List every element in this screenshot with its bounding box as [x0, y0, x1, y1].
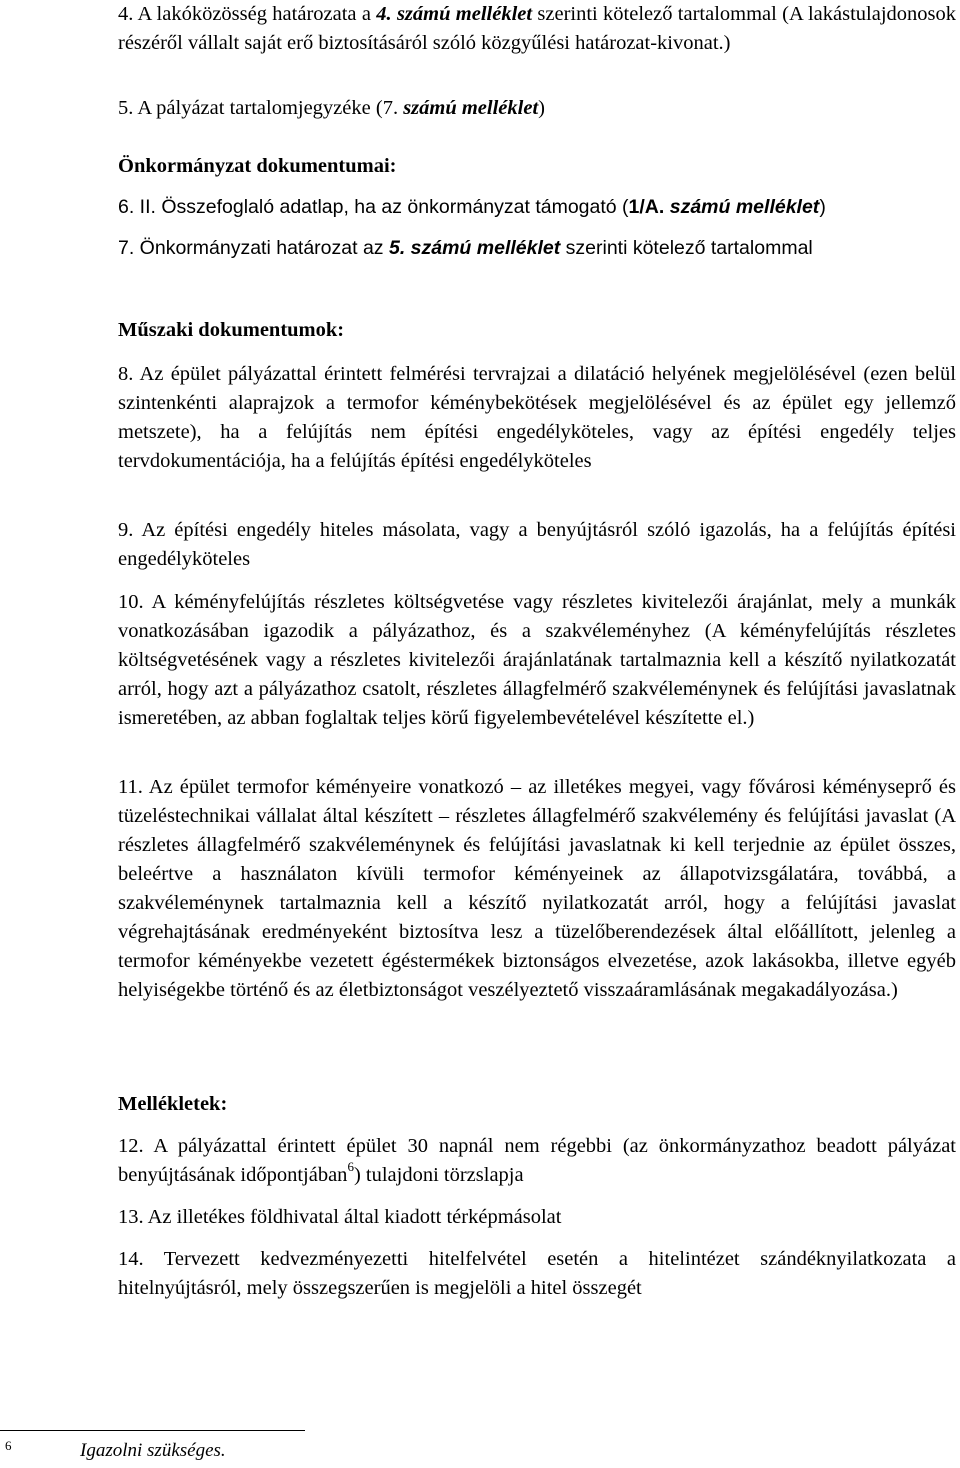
list-item-9: 9. Az építési engedély hiteles másolata, vagy a benyújtásról szóló igazolás, ha a felújítás építési engedélyköteles: [118, 519, 956, 570]
list-item-12: 12. A pályázattal érintett épület 30 napnál nem régebbi (az önkormányzathoz beadott pályázat benyújtásának időpontjában$^6$) tulajdoni törzslapja: [118, 1135, 956, 1186]
list-item-5: 5. A pályázat tartalomjegyzéke (7. számú melléklet): [118, 97, 545, 119]
footnote-separator: [0, 1430, 305, 1431]
list-item-4: 4. A lakóközösség határozata a 4. számú melléklet szerinti kötelező tartalommal (A lakástulajdonosok részéről vállalt saját erő biztosításáról szóló közgyűlési határozat-kivonat.): [118, 3, 956, 54]
list-item-11: 11. Az épület termofor kéményeire vonatkozó – az illetékes megyei, vagy fővárosi kéményseprő és tüzeléstechnikai vállalat által készített – részletes állagfelmérő szakvélemény és felújítási javaslat (A részletes állagfelmérő szakvéleménynek és felújítási javaslatnak ki kell terjednie az épület összes, beleértve a használaton kívüli termofor kéményeinek az állapotvizsgálatára, továbbá, a szakvéleménynek tartalmaznia kell a készítő nyilatkozatát arról, hogy a felújítási javaslat végrehajtásának eredményeként biztosítva lesz a tüzelőberendezések által előállított, jelenleg a termofor kéményekbe vezetett égéstermékek biztonságos elvezetése, azok lakásokba, illetve egyéb helyiségekbe történő és az életbiztonságot veszélyeztető visszaáramlásának megakadályozása.): [118, 776, 956, 1001]
list-item-10: 10. A kéményfelújítás részletes költségvetése vagy részletes kivitelezői árajánlat, mely a munkák vonatkozásában igazodik a pályázathoz, és a szakvéleményhez (A kéményfelújítás részletes költségvetésének vagy a részletes kivitelezői árajánlatának tartalmaznia kell a készítő nyilatkozatát arról, hogy azt a pályázathoz csatolt, részletes állagfelmérő szakvéleménynek és felújítási javaslatnak ismeretében, az abban foglaltak teljes körű figyelembevételével készítette el.): [118, 591, 956, 729]
list-item-7: 7. Önkormányzati határozat az 5. számú melléklet szerinti kötelező tartalommal: [118, 237, 813, 259]
heading-muszaki: Műszaki dokumentumok:: [118, 319, 345, 341]
footnote-number: 6: [5, 1438, 12, 1453]
footnote-text: Igazolni szükséges.: [80, 1440, 226, 1461]
heading-mellekletek: Mellékletek:: [118, 1093, 228, 1115]
list-item-13: 13. Az illetékes földhivatal által kiadott térképmásolat: [118, 1206, 562, 1228]
list-item-14: 14. Tervezett kedvezményezetti hitelfelvétel esetén a hitelintézet szándéknyilatkozata a hitelnyújtásról, mely összegszerűen is megjelöli a hitel összegét: [118, 1248, 956, 1299]
list-item-8: 8. Az épület pályázattal érintett felmérési tervrajzai a dilatáció helyének megjelölésével (ezen belül szintenkénti alaprajzok a termofor kéménybekötések megjelölésével és az épület egy jellemző metszete), ha a felújítás nem építési engedélyköteles, vagy az építési engedély teljes tervdokumentációja, ha a felújítás építési engedélyköteles: [118, 363, 956, 472]
heading-onkormanyzat: Önkormányzat dokumentumai:: [118, 155, 397, 177]
list-item-6: 6. II. Összefoglaló adatlap, ha az önkormányzat támogató (1/A. számú melléklet): [118, 196, 826, 218]
